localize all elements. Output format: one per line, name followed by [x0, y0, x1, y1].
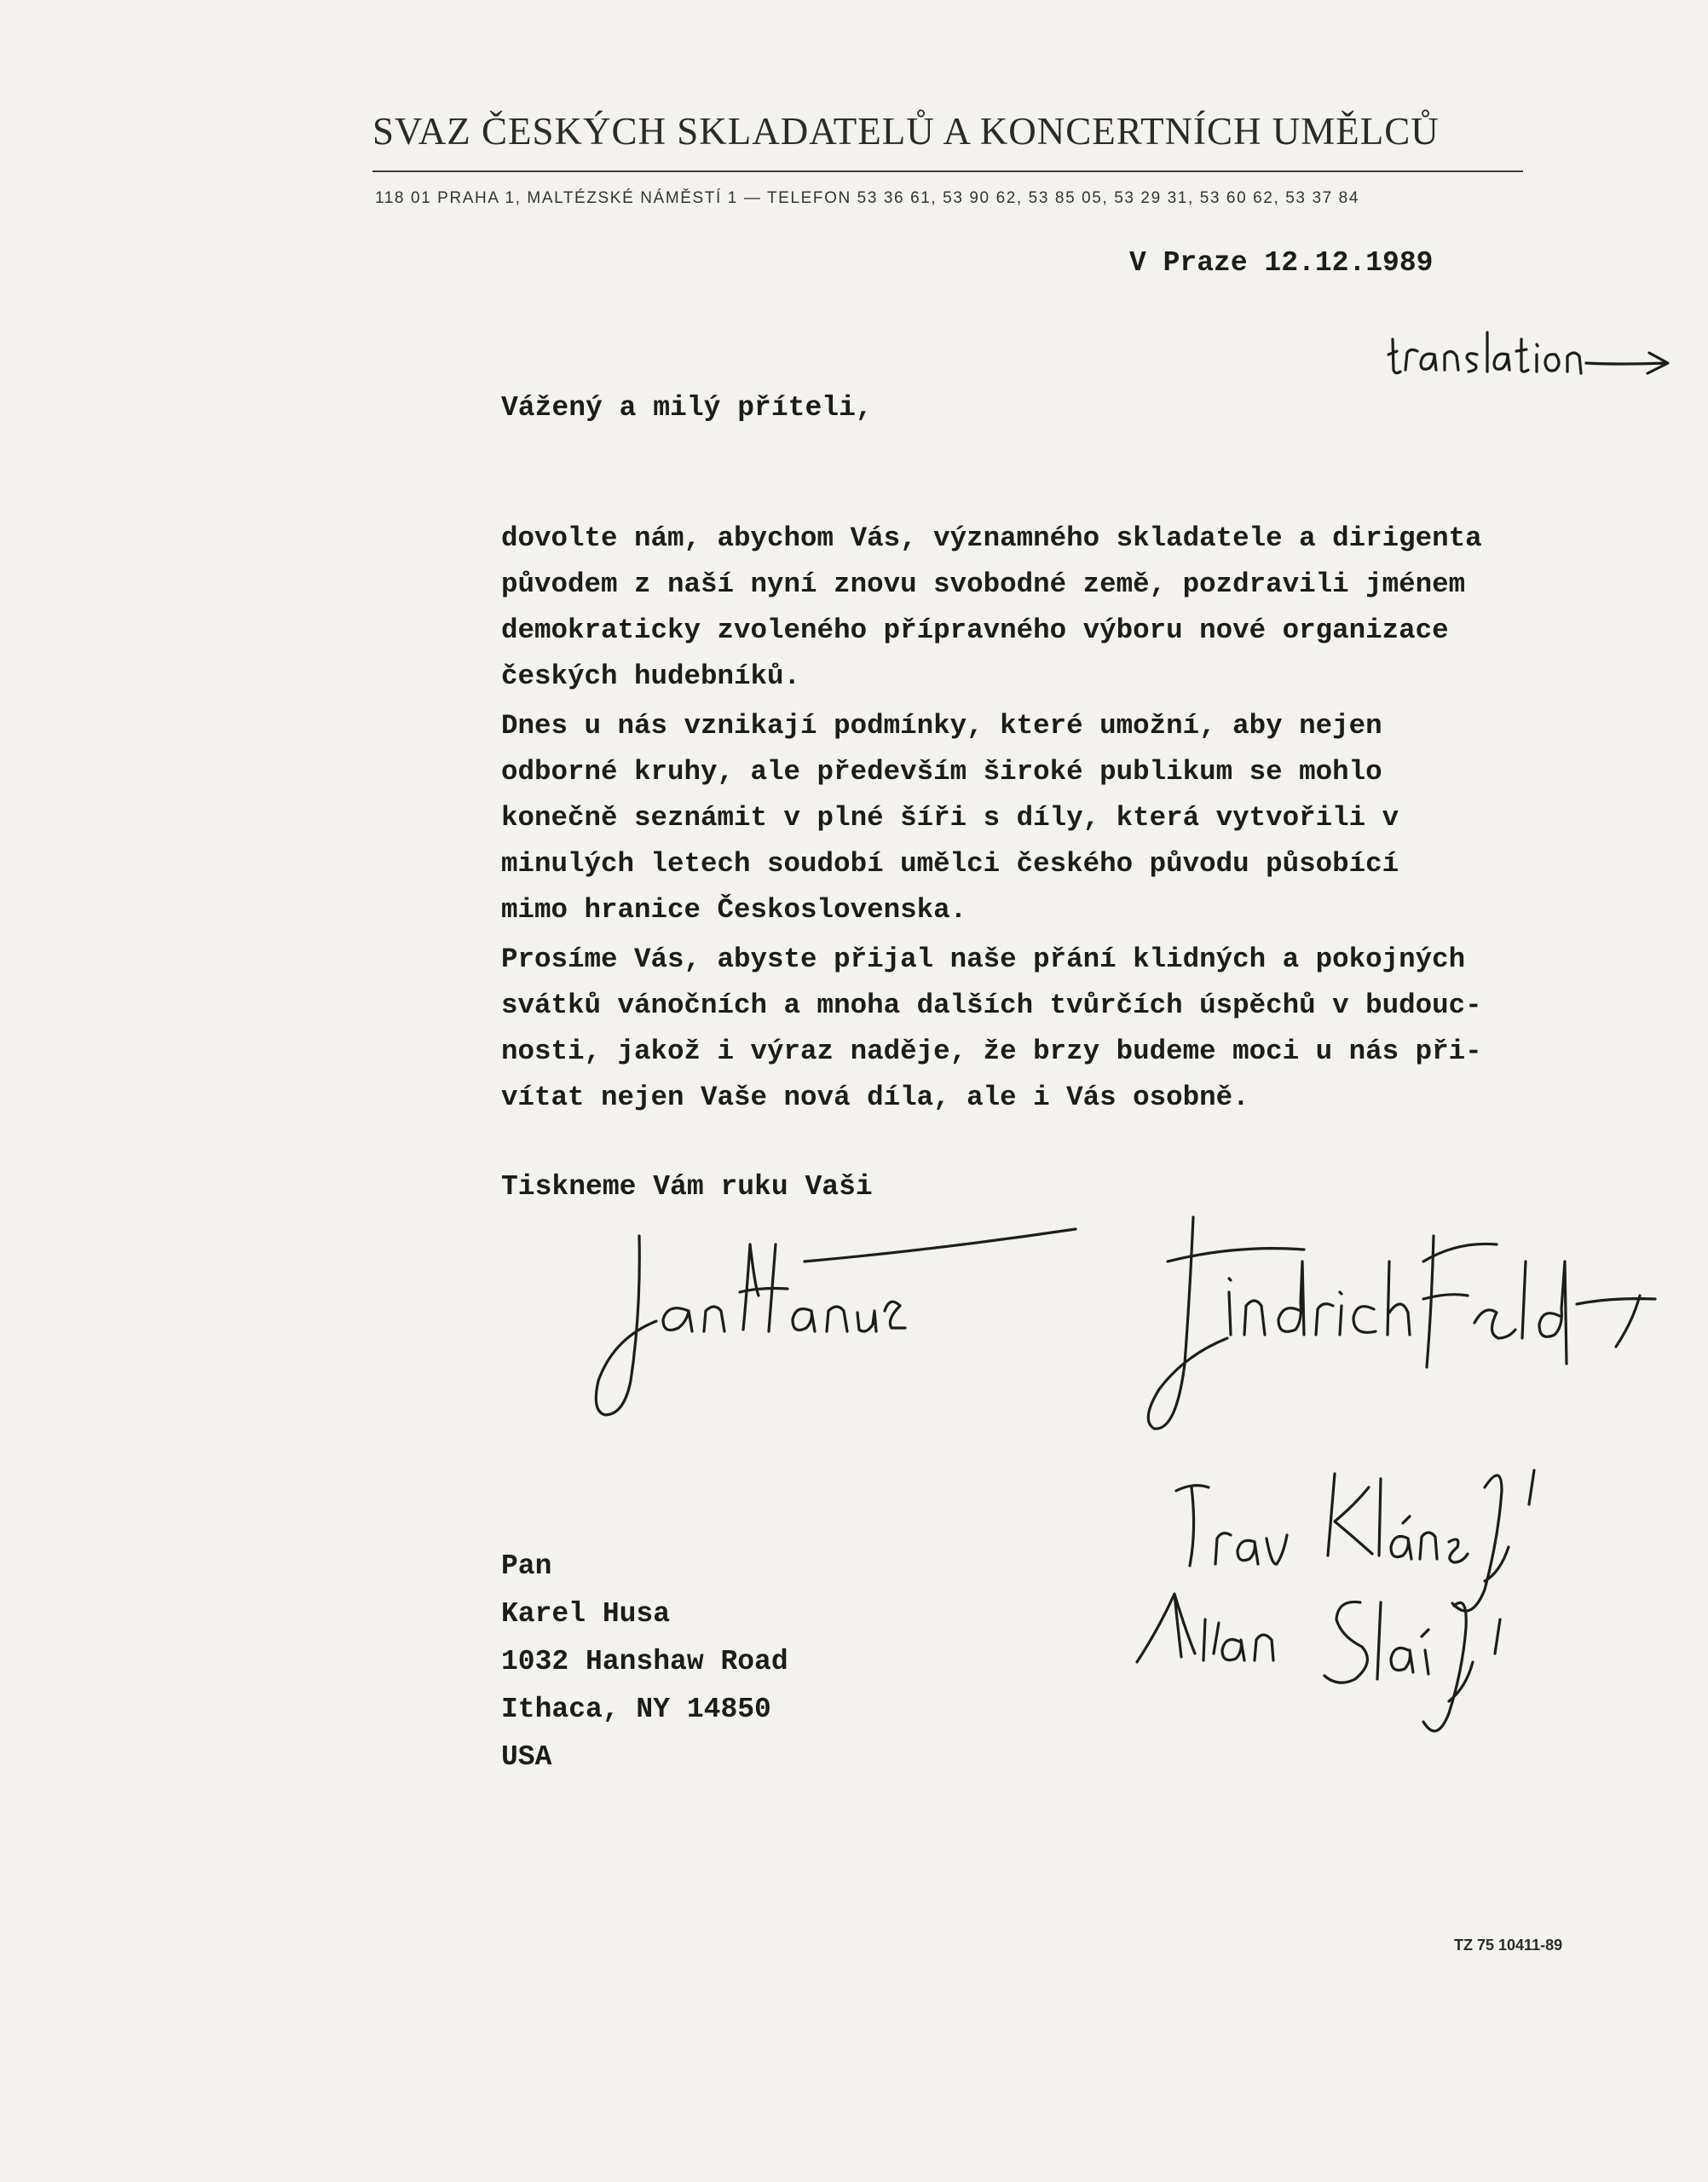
recipient-title: Pan — [501, 1550, 552, 1582]
letter-date: V Praze 12.12.1989 — [1129, 247, 1434, 279]
body-paragraph: Dnes u nás vznikají podmínky, které umožní, aby nejen odborné kruhy, ale především široké publikum se mohlo konečně seznámit v plné šíři s díly, která vytvořili v minulých letech soudobí umělci českého původu působící mimo hranice Československa. — [501, 710, 1399, 926]
signature-milan-slavicky — [1134, 1568, 1543, 1764]
body-paragraph: Prosíme Vás, abyste přijal naše přání klidných a pokojných svátků vánočních a mnoha dalších tvůrčích úspěchů v budouc- nosti, jakož i výraz naděje, že brzy budeme moci u nás při- vítat nejen Vaše nová díla, ale i Vás osobně. — [501, 944, 1482, 1113]
closing: Tiskneme Vám ruku Vaši — [501, 1171, 873, 1203]
handwritten-translation-note — [1385, 320, 1692, 397]
signature-jindrich-feld — [1134, 1210, 1679, 1458]
recipient-country: USA — [501, 1741, 552, 1773]
recipient-street: 1032 Hanshaw Road — [501, 1646, 788, 1677]
letterhead-organization: SVAZ ČESKÝCH SKLADATELŮ A KONCERTNÍCH UMĚLCŮ — [372, 110, 1440, 153]
reference-code: TZ 75 10411-89 — [1454, 1937, 1563, 1954]
salutation: Vážený a milý příteli, — [501, 392, 873, 424]
recipient-address — [501, 1543, 788, 1781]
body-paragraph: dovolte nám, abychom Vás, významného skladatele a dirigenta původem z naší nyní znovu svobodné země, pozdravili jménem demokraticky zvoleného přípravného výboru nové organizace českých hudebníků. — [501, 522, 1482, 692]
letter-body — [501, 516, 1609, 1121]
recipient-city: Ithaca, NY 14850 — [501, 1694, 771, 1725]
signature-jan-hanus — [580, 1210, 1091, 1432]
letterhead-address: 118 01 PRAHA 1, MALTÉZSKÉ NÁMĚSTÍ 1 — TELEFON 53 36 61, 53 90 62, 53 85 05, 53 29 31, 53 60 62, 53 37 84 — [375, 189, 1359, 207]
recipient-name: Karel Husa — [501, 1598, 671, 1630]
letterhead-divider — [372, 170, 1523, 172]
